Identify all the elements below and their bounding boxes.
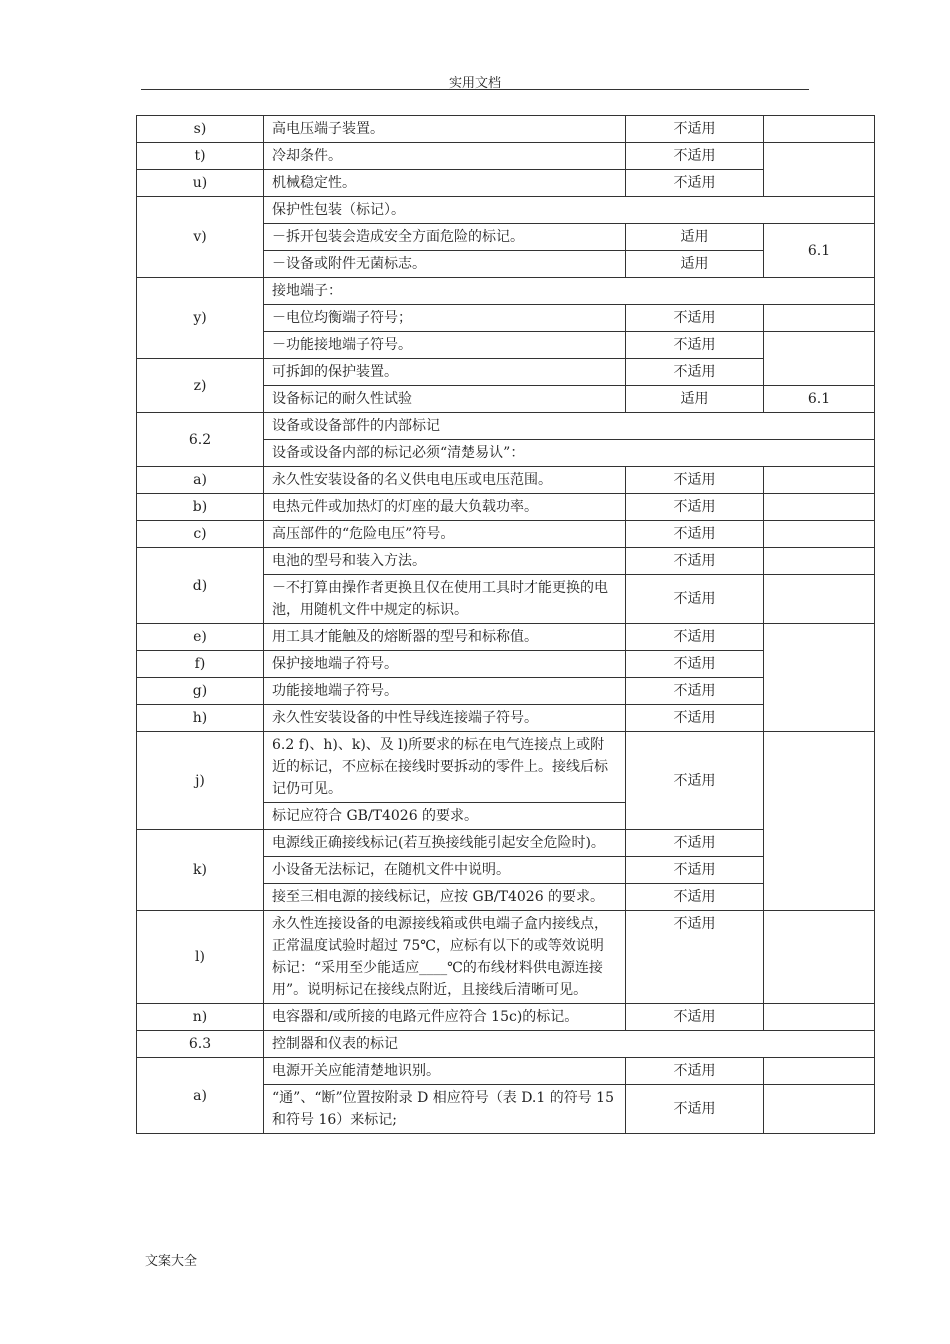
result-cell: 不适用 bbox=[626, 678, 764, 705]
result-cell: 不适用 bbox=[626, 911, 764, 1004]
reference-cell bbox=[764, 494, 875, 521]
reference-cell bbox=[764, 1004, 875, 1031]
table-row bbox=[137, 1058, 875, 1085]
requirement-cell: －不打算由操作者更换且仅在使用工具时才能更换的电池，用随机文件中规定的标识。 bbox=[264, 575, 626, 624]
table-row bbox=[137, 1004, 875, 1031]
table-row bbox=[137, 143, 875, 170]
requirement-cell: 用工具才能触及的熔断器的型号和标称值。 bbox=[264, 624, 626, 651]
result-cell: 不适用 bbox=[626, 705, 764, 732]
requirement-cell: 电源开关应能清楚地识别。 bbox=[264, 1058, 626, 1085]
table-row bbox=[137, 521, 875, 548]
table-row bbox=[137, 911, 875, 1004]
requirement-cell: 永久性安装设备的名义供电电压或电压范围。 bbox=[264, 467, 626, 494]
requirement-cell: 高电压端子装置。 bbox=[264, 116, 626, 143]
requirement-cell: 保护性包装（标记）。 bbox=[264, 197, 875, 224]
table-row bbox=[137, 413, 875, 440]
table-row bbox=[137, 197, 875, 224]
reference-cell bbox=[764, 305, 875, 332]
clause-cell: e) bbox=[137, 624, 264, 651]
result-cell: 不适用 bbox=[626, 857, 764, 884]
clause-cell: z) bbox=[137, 359, 264, 413]
clause-cell: a) bbox=[137, 467, 264, 494]
requirement-cell: －设备或附件无菌标志。 bbox=[264, 251, 626, 278]
clause-cell: 6.2 bbox=[137, 413, 264, 467]
page-header: 实用文档 bbox=[448, 76, 501, 91]
requirement-cell: 电容器和/或所接的电路元件应符合 15c)的标记。 bbox=[264, 1004, 626, 1031]
result-cell: 不适用 bbox=[626, 624, 764, 651]
clause-cell: g) bbox=[137, 678, 264, 705]
reference-cell bbox=[764, 332, 875, 386]
clause-cell: u) bbox=[137, 170, 264, 197]
requirement-cell: 小设备无法标记，在随机文件中说明。 bbox=[264, 857, 626, 884]
result-cell: 不适用 bbox=[626, 884, 764, 911]
reference-cell: 6.1 bbox=[764, 386, 875, 413]
reference-cell bbox=[764, 911, 875, 1004]
clause-cell: f) bbox=[137, 651, 264, 678]
result-cell: 不适用 bbox=[626, 548, 764, 575]
requirement-cell: 可拆卸的保护装置。 bbox=[264, 359, 626, 386]
page-footer: 文案大全 bbox=[145, 1254, 198, 1269]
clause-cell: t) bbox=[137, 143, 264, 170]
section-title-cell: 设备或设备部件的内部标记 bbox=[264, 413, 875, 440]
requirement-cell: 保护接地端子符号。 bbox=[264, 651, 626, 678]
requirement-cell: 接地端子： bbox=[264, 278, 875, 305]
requirement-cell: 设备标记的耐久性试验 bbox=[264, 386, 626, 413]
result-cell: 不适用 bbox=[626, 575, 764, 624]
reference-cell bbox=[764, 548, 875, 575]
header-rule bbox=[141, 89, 809, 90]
result-cell: 不适用 bbox=[626, 116, 764, 143]
clause-cell: h) bbox=[137, 705, 264, 732]
result-cell: 不适用 bbox=[626, 494, 764, 521]
clause-cell: b) bbox=[137, 494, 264, 521]
result-cell: 不适用 bbox=[626, 143, 764, 170]
table-row bbox=[137, 732, 875, 803]
clause-cell: s) bbox=[137, 116, 264, 143]
result-cell: 适用 bbox=[626, 224, 764, 251]
result-cell: 不适用 bbox=[626, 1058, 764, 1085]
clause-cell: a) bbox=[137, 1058, 264, 1134]
requirement-cell: 永久性连接设备的电源接线箱或供电端子盒内接线点，正常温度试验时超过 75℃，应标有以下的或等效说明标记：“采用至少能适应____℃的布线材料供电源连接用”。说明标记在接线点附近，且接线后清晰可见。 bbox=[264, 911, 626, 1004]
reference-cell bbox=[764, 732, 875, 911]
result-cell: 不适用 bbox=[626, 651, 764, 678]
result-cell: 不适用 bbox=[626, 332, 764, 359]
requirement-cell: 功能接地端子符号。 bbox=[264, 678, 626, 705]
result-cell: 不适用 bbox=[626, 305, 764, 332]
result-cell: 不适用 bbox=[626, 170, 764, 197]
requirement-cell: 机械稳定性。 bbox=[264, 170, 626, 197]
requirement-cell: －拆开包装会造成安全方面危险的标记。 bbox=[264, 224, 626, 251]
result-cell: 适用 bbox=[626, 251, 764, 278]
table-row bbox=[137, 116, 875, 143]
table-row bbox=[137, 278, 875, 305]
table-row bbox=[137, 494, 875, 521]
result-cell: 不适用 bbox=[626, 1085, 764, 1134]
requirement-cell: 电池的型号和装入方法。 bbox=[264, 548, 626, 575]
requirement-cell: 永久性安装设备的中性导线连接端子符号。 bbox=[264, 705, 626, 732]
reference-cell bbox=[764, 467, 875, 494]
reference-cell bbox=[764, 143, 875, 197]
requirement-cell: 电热元件或加热灯的灯座的最大负载功率。 bbox=[264, 494, 626, 521]
requirement-cell: 接至三相电源的接线标记，应按 GB/T4026 的要求。 bbox=[264, 884, 626, 911]
clause-cell: l) bbox=[137, 911, 264, 1004]
requirement-cell: 6.2 f)、h)、k)、及 l)所要求的标在电气连接点上或附近的标记，不应标在接线时要拆动的零件上。接线后标记仍可见。 bbox=[264, 732, 626, 803]
reference-cell: 6.1 bbox=[764, 224, 875, 278]
requirement-cell: 高压部件的“危险电压”符号。 bbox=[264, 521, 626, 548]
result-cell: 不适用 bbox=[626, 467, 764, 494]
requirement-cell: 电源线正确接线标记(若互换接线能引起安全危险时)。 bbox=[264, 830, 626, 857]
clause-cell: v) bbox=[137, 197, 264, 278]
table-row bbox=[137, 1031, 875, 1058]
reference-cell bbox=[764, 116, 875, 143]
result-cell: 不适用 bbox=[626, 359, 764, 386]
table-row bbox=[137, 548, 875, 575]
requirement-cell: －功能接地端子符号。 bbox=[264, 332, 626, 359]
reference-cell bbox=[764, 624, 875, 732]
clause-cell: k) bbox=[137, 830, 264, 911]
clause-cell: y) bbox=[137, 278, 264, 359]
requirement-cell: 标记应符合 GB/T4026 的要求。 bbox=[264, 803, 626, 830]
requirement-cell: “通”、“断”位置按附录 D 相应符号（表 D.1 的符号 15 和符号 16）来标记; bbox=[264, 1085, 626, 1134]
section-title-cell: 控制器和仪表的标记 bbox=[264, 1031, 875, 1058]
marking-requirements-table bbox=[136, 115, 875, 1134]
result-cell: 不适用 bbox=[626, 521, 764, 548]
clause-cell: 6.3 bbox=[137, 1031, 264, 1058]
clause-cell: j) bbox=[137, 732, 264, 830]
reference-cell bbox=[764, 1085, 875, 1134]
reference-cell bbox=[764, 1058, 875, 1085]
clause-cell: c) bbox=[137, 521, 264, 548]
result-cell: 不适用 bbox=[626, 1004, 764, 1031]
reference-cell bbox=[764, 521, 875, 548]
reference-cell bbox=[764, 575, 875, 624]
table-row bbox=[137, 624, 875, 651]
clause-cell: d) bbox=[137, 548, 264, 624]
table-row bbox=[137, 467, 875, 494]
result-cell: 不适用 bbox=[626, 732, 764, 830]
requirement-cell: －电位均衡端子符号； bbox=[264, 305, 626, 332]
requirement-cell: 设备或设备内部的标记必须“清楚易认”： bbox=[264, 440, 875, 467]
requirement-cell: 冷却条件。 bbox=[264, 143, 626, 170]
clause-cell: n) bbox=[137, 1004, 264, 1031]
result-cell: 不适用 bbox=[626, 830, 764, 857]
result-cell: 适用 bbox=[626, 386, 764, 413]
